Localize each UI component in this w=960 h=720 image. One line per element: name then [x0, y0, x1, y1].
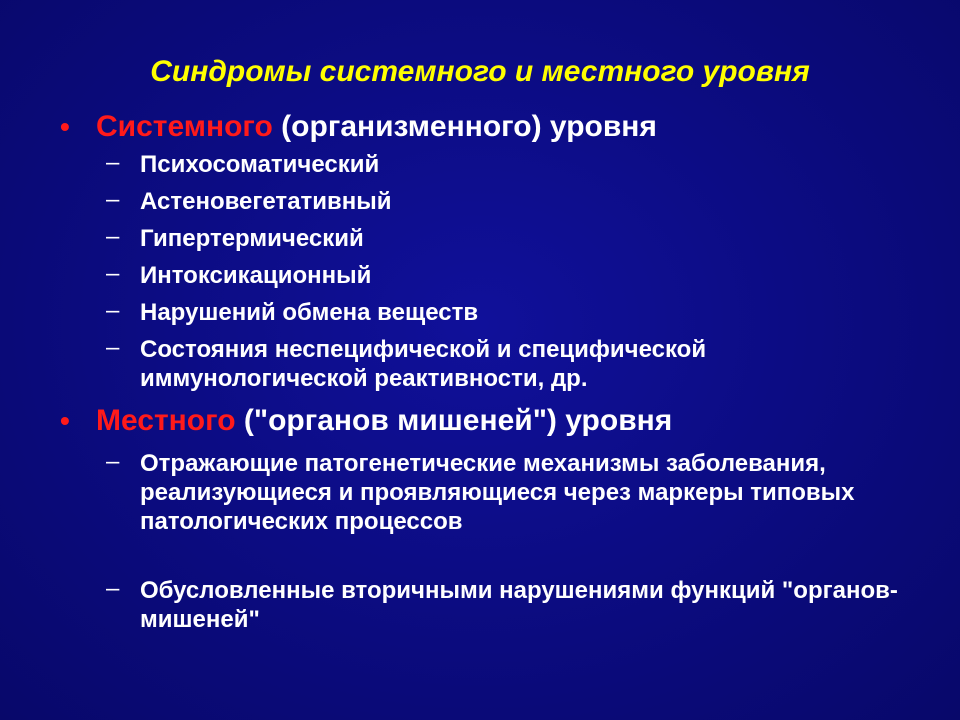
dash-icon: –: [106, 186, 120, 213]
dash-icon: –: [106, 223, 120, 250]
list-item-text: Обусловленные вторичными нарушениями функций "органов-мишеней": [140, 577, 898, 633]
list-item: [106, 260, 930, 290]
list-item-text: Гипертермический: [140, 225, 364, 252]
list-item: [106, 334, 930, 393]
level-accent: Местного: [96, 404, 236, 437]
level-heading-local: [60, 404, 673, 438]
level-rest: (организменного) уровня: [272, 110, 657, 143]
dash-icon: –: [106, 149, 120, 176]
dash-icon: –: [106, 260, 120, 287]
list-item: [106, 297, 930, 327]
slide-title: Синдромы системного и местного уровня: [150, 55, 810, 88]
list-item: [106, 223, 930, 253]
dash-icon: –: [106, 297, 120, 324]
dash-icon: –: [106, 448, 120, 475]
bullet-icon: •: [60, 111, 70, 142]
list-item-text: Состояния неспецифической и специфической иммунологической реактивности, др.: [140, 336, 707, 392]
level-heading-systemic: [60, 110, 657, 144]
level-rest: ("органов мишеней") уровня: [235, 404, 673, 437]
list-item-text: Отражающие патогенетические механизмы заболевания, реализующиеся и проявляющиеся через маркеры типовых патологических процессов: [140, 450, 855, 535]
list-item-text: Нарушений обмена веществ: [140, 299, 479, 326]
level-accent: Системного: [96, 110, 273, 143]
dash-icon: –: [106, 334, 120, 361]
list-item: [106, 186, 930, 216]
list-item: [106, 149, 930, 179]
list-item-text: Интоксикационный: [140, 262, 372, 289]
dash-icon: –: [106, 575, 120, 602]
list-item: [106, 448, 930, 536]
list-item-text: Психосоматический: [140, 151, 380, 178]
bullet-icon: •: [60, 405, 70, 436]
list-item-text: Астеновегетативный: [140, 188, 392, 215]
list-item: [106, 575, 930, 634]
